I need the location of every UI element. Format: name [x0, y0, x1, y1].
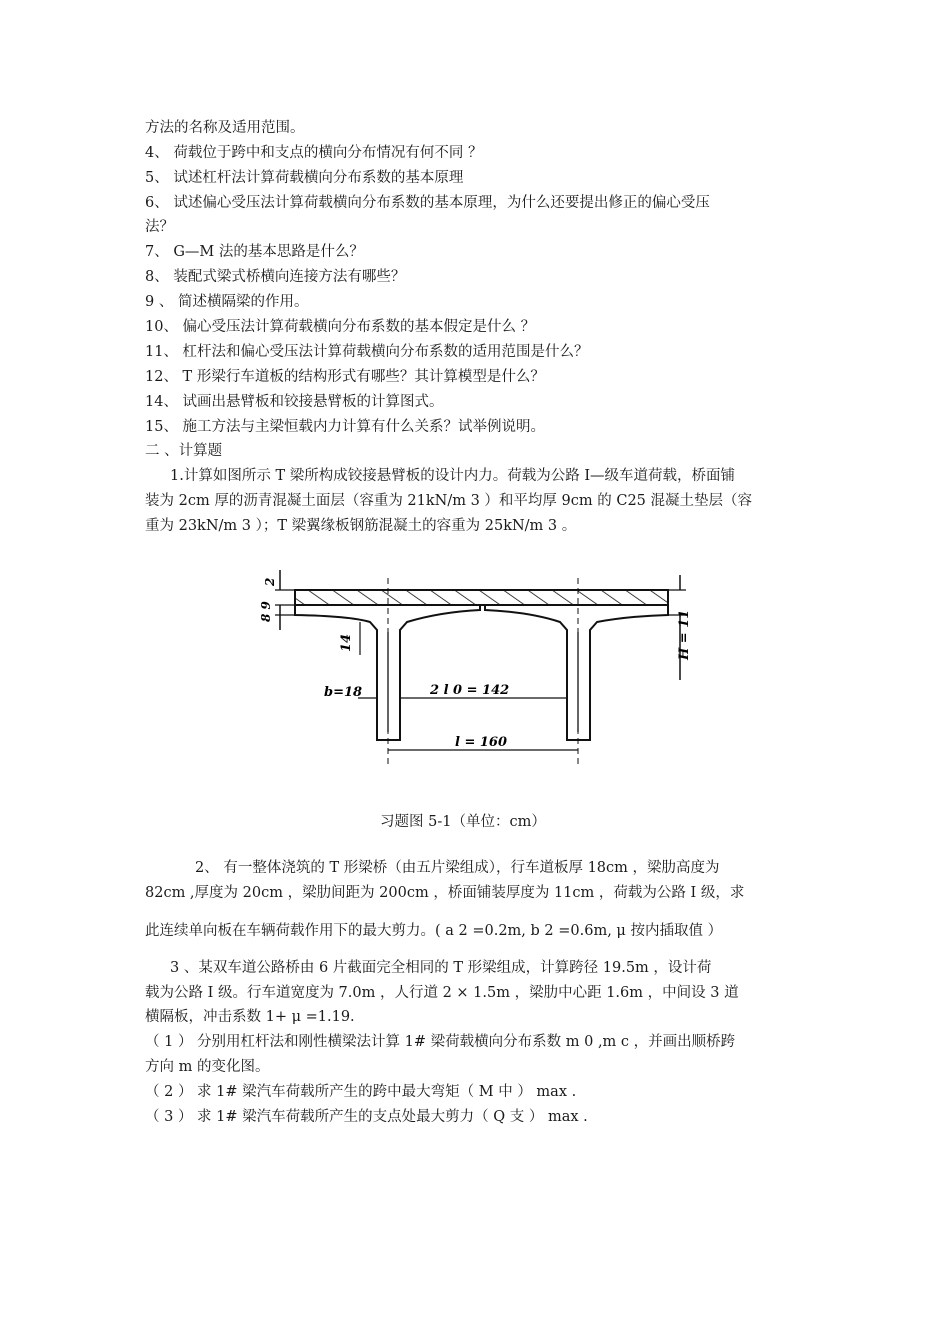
problem3-line2: 载为公路 I 级。行车道宽度为 7.0m ，人行道 2 × 1.5m ，梁肋中心距 1.6m ，中间设 3 道 — [145, 985, 739, 1001]
question-6-cont: 法？ — [145, 219, 174, 235]
problem3-sub3: （ 3 ） 求 1# 梁汽车荷载所产生的支点处最大剪力（ Q 支 ） max . — [145, 1109, 588, 1125]
dim-label-b: b=18 — [324, 685, 363, 700]
question-6: 6、 试述偏心受压法计算荷载横向分布系数的基本原理，为什么还要提出修正的偏心受压 — [145, 195, 710, 211]
question-15: 15、 施工方法与主梁恒载内力计算有什么关系？试举例说明。 — [145, 419, 546, 435]
dim-label-2l0: 2 l 0 = 142 — [430, 683, 510, 698]
problem3-line3: 横隔板，冲击系数 1+ μ =1.19. — [145, 1009, 355, 1025]
figure-caption: 习题图 5-1（单位：cm） — [380, 814, 546, 830]
question-14: 14、 试画出悬臂板和铰接悬臂板的计算图式。 — [145, 394, 444, 410]
question-9: 9 、 简述横隔梁的作用。 — [145, 294, 309, 310]
problem2-line3: 此连续单向板在车辆荷载作用下的最大剪力。( a 2 =0.2m, b 2 =0.6m, μ 按内插取值 ） — [145, 923, 723, 939]
question-7: 7、 G—M 法的基本思路是什么？ — [145, 244, 364, 260]
problem3-sub1-cont: 方向 m 的变化图。 — [145, 1059, 270, 1075]
dim-label-14: 14 — [339, 633, 354, 652]
question-11: 11、 杠杆法和偏心受压法计算荷载横向分布系数的适用范围是什么？ — [145, 344, 589, 360]
dim-label-2: 2 — [263, 577, 277, 586]
question-5: 5、 试述杠杆法计算荷载横向分布系数的基本原理 — [145, 170, 464, 186]
right-t-beam — [485, 605, 668, 740]
question-10: 10、 偏心受压法计算荷载横向分布系数的基本假定是什么 ？ — [145, 319, 536, 335]
t-beam-figure — [240, 560, 700, 775]
problem1-line2: 装为 2cm 厚的沥青混凝土面层（容重为 21kN/m 3 ）和平均厚 9cm 的 C25 混凝土垫层（容 — [145, 493, 753, 509]
problem1-line3: 重为 23kN/m 3 ）；T 梁翼缘板钢筋混凝土的容重为 25kN/m 3 。 — [145, 518, 577, 534]
problem3-sub2: （ 2 ） 求 1# 梁汽车荷载所产生的跨中最大弯矩（ M 中 ） max . — [145, 1084, 577, 1100]
section-heading: 二 、计算题 — [145, 443, 223, 459]
deck-pavement — [295, 590, 668, 605]
problem2-line2: 82cm ,厚度为 20cm ，梁肋间距为 200cm ，桥面铺装厚度为 11cm ，荷载为公路 I 级，求 — [145, 885, 745, 901]
dim-label-H: H = 11 — [677, 609, 692, 660]
dim-label-89: 8 9 — [259, 601, 273, 622]
problem2-line1: 2、 有一整体浇筑的 T 形梁桥（由五片梁组成），行车道板厚 18cm ，梁肋高度为 — [195, 860, 720, 876]
problem1-line1: 1.计算如图所示 T 梁所构成铰接悬臂板的设计内力。荷载为公路 I—级车道荷载，桥面铺 — [170, 468, 736, 484]
text-line: 方法的名称及适用范围。 — [145, 120, 305, 136]
question-8: 8、 装配式梁式桥横向连接方法有哪些？ — [145, 269, 406, 285]
question-12: 12、 T 形梁行车道板的结构形式有哪些？其计算模型是什么？ — [145, 369, 545, 385]
dim-label-l: l = 160 — [455, 735, 508, 750]
problem3-line1: 3 、某双车道公路桥由 6 片截面完全相同的 T 形梁组成，计算跨径 19.5m ，设计荷 — [170, 960, 712, 976]
question-4: 4、 荷载位于跨中和支点的横向分布情况有何不同 ？ — [145, 145, 483, 161]
problem3-sub1: （ 1 ） 分别用杠杆法和刚性横梁法计算 1# 梁荷载横向分布系数 m 0 ,m c ，并画出顺桥跨 — [145, 1034, 736, 1050]
